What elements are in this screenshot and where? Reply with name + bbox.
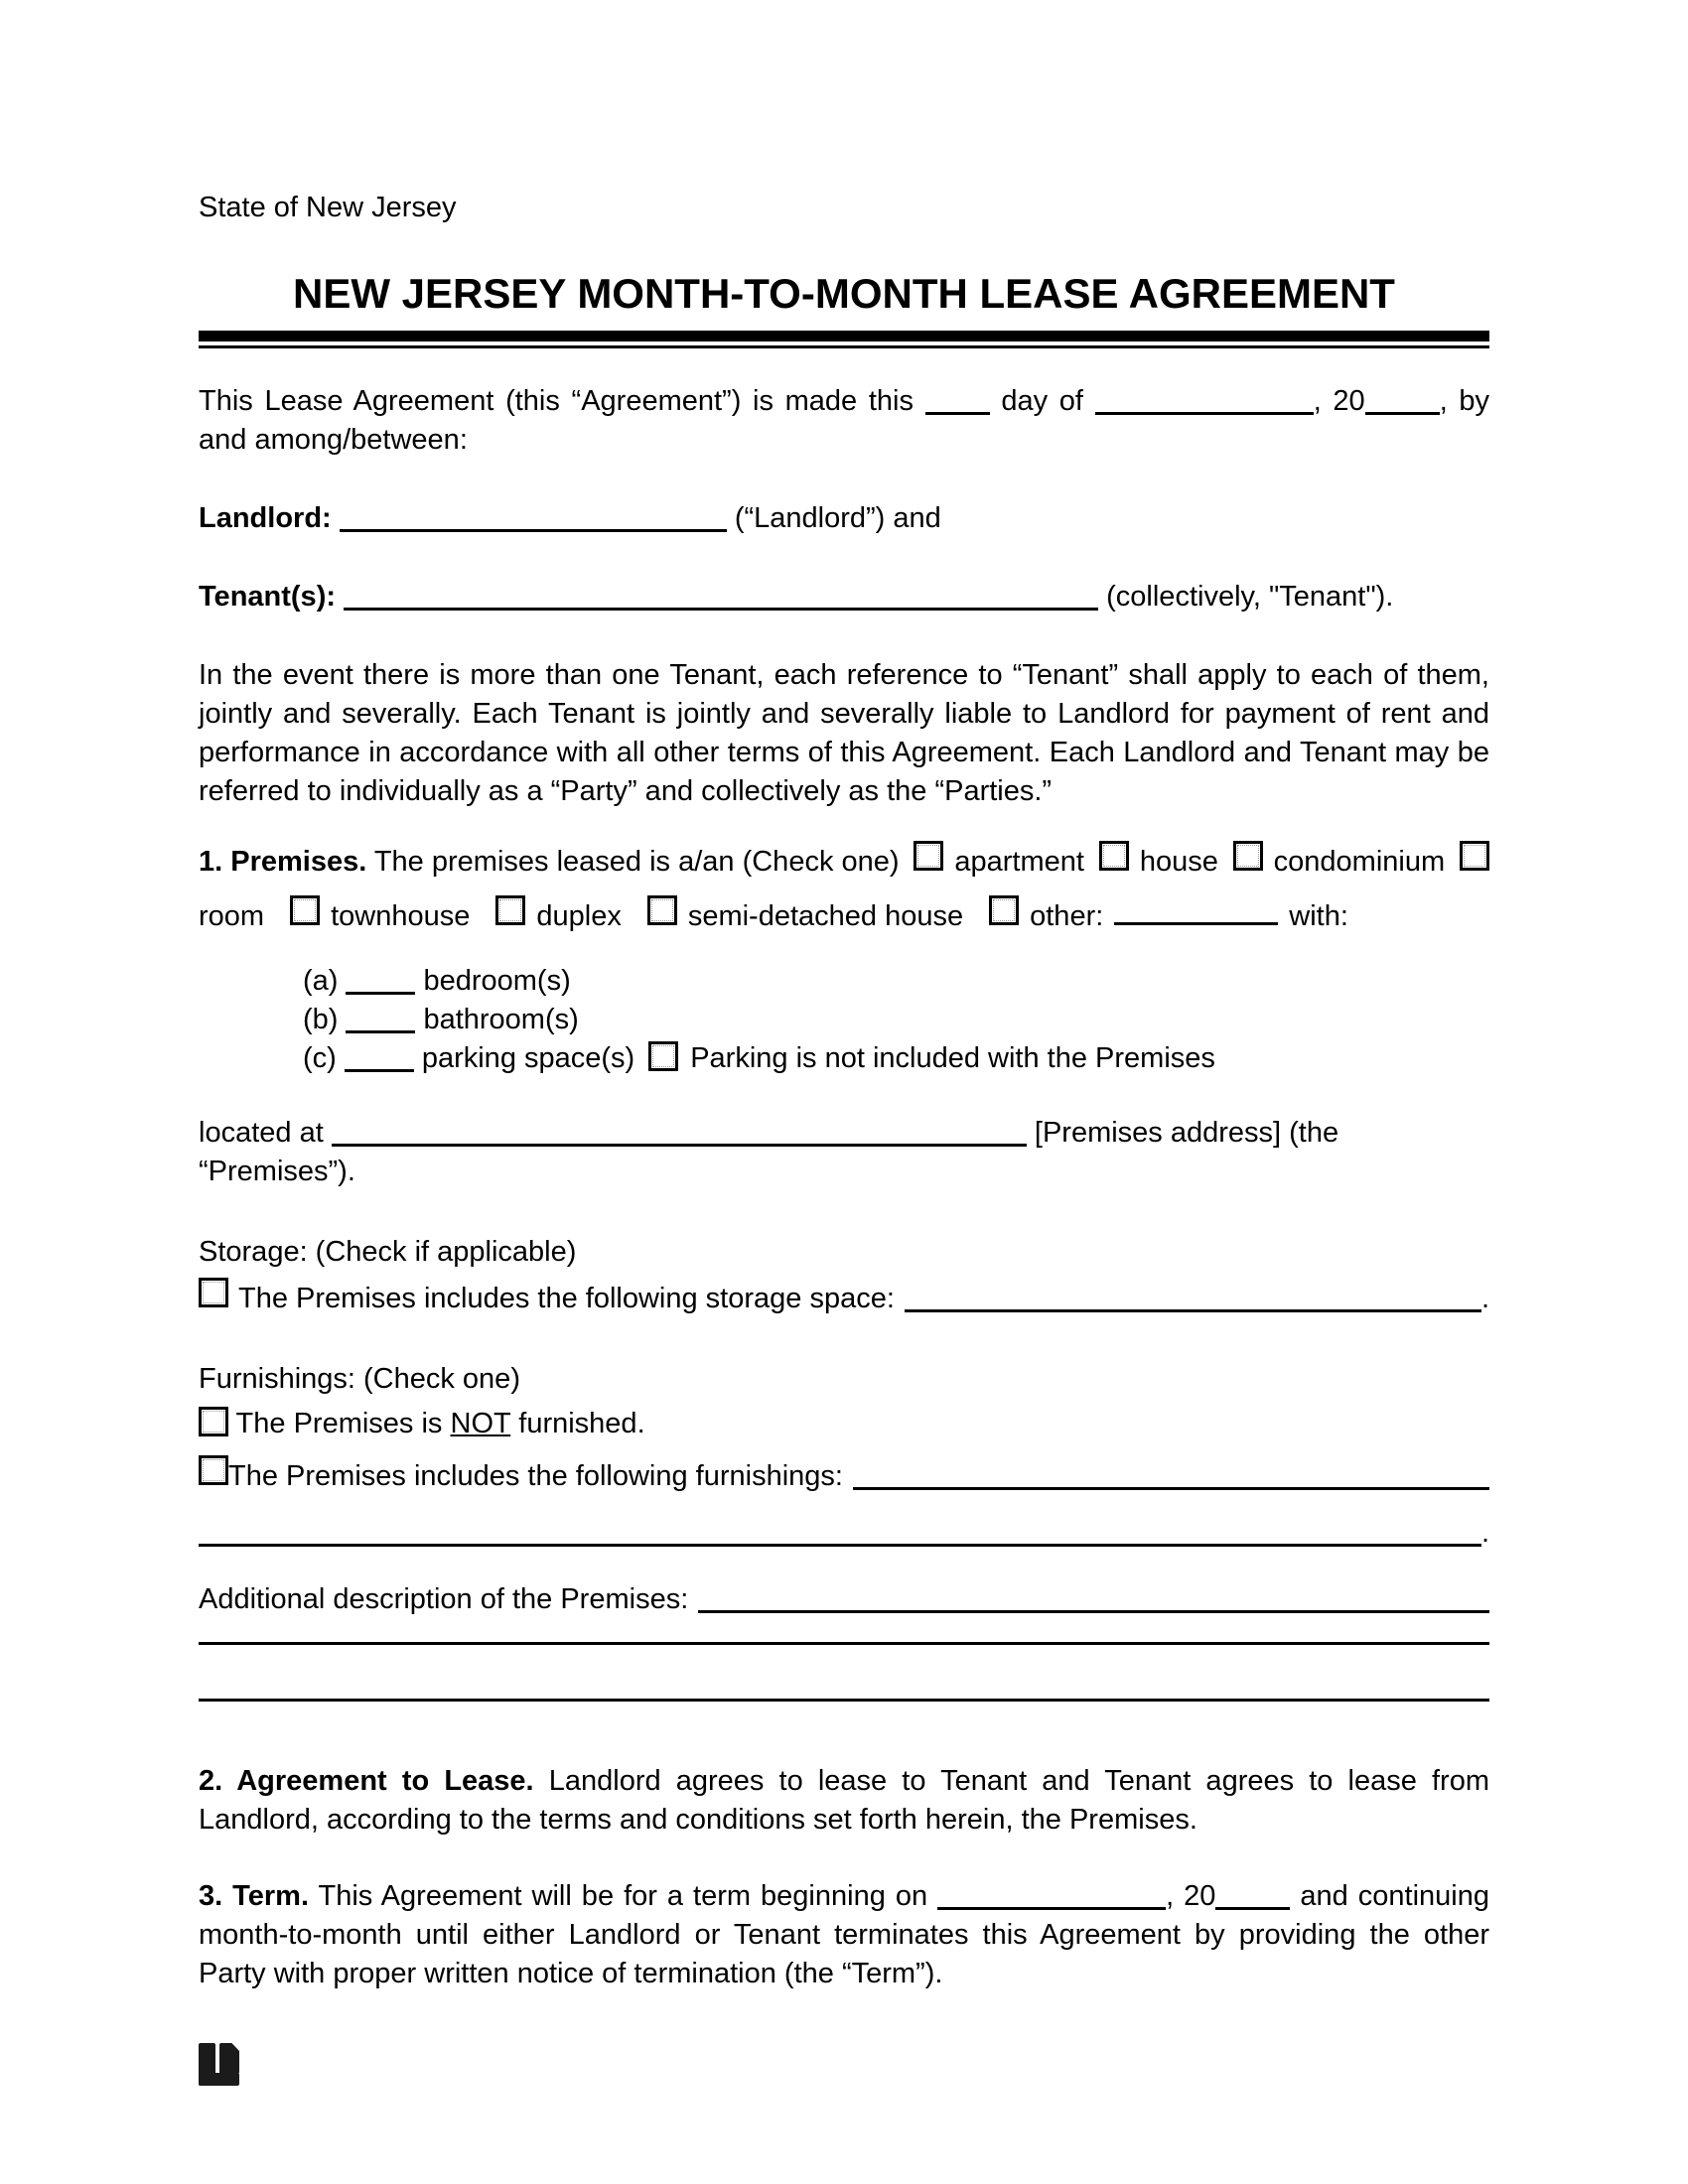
bedrooms-index: (a) [303,965,339,997]
option-townhouse [290,895,470,936]
term-text-3: and continuing month-to-month until either Landlord or Tenant terminates this Agreement by providing the other Party with proper written notice of termination (the “Term”). [199,1880,1490,1989]
checkbox-storage[interactable] [199,1278,228,1307]
agreement-to-lease-paragraph [199,1762,1489,1840]
checkbox-other[interactable] [989,895,1019,925]
additional-description-label: Additional description of the Premises: [199,1583,689,1615]
checkbox-no-parking[interactable] [648,1041,678,1071]
checkbox-semi-detached-house[interactable] [647,895,677,925]
premises-address-field[interactable] [332,1144,1027,1147]
option-condominium-label: condominium [1273,846,1446,878]
premises-lead [199,843,900,882]
no-parking-label: Parking is not included with the Premises [690,1042,1215,1074]
furnished-option-label: The Premises includes the following furnishings: [228,1460,843,1492]
storage-label: Storage: (Check if applicable) [199,1236,577,1268]
additional-description-line3 [199,1694,1489,1732]
landlord-suffix: (“Landlord”) and [734,502,941,534]
bedrooms-row [303,962,1489,1001]
additional-description-section [199,1580,1489,1732]
intro-text-2: day of [1001,385,1083,417]
parking-spaces-field[interactable] [345,1069,414,1072]
storage-period: . [1480,1283,1489,1314]
term-text-2: , 20 [1166,1880,1216,1912]
tenant-line [199,578,1489,616]
furnishings-field-line2[interactable] [199,1544,1481,1547]
checkbox-house[interactable] [1099,841,1129,871]
additional-description-row [199,1580,1489,1619]
checkbox-duplex[interactable] [495,895,525,925]
bathrooms-field[interactable] [346,1030,415,1033]
page-title: NEW JERSEY MONTH-TO-MONTH LEASE AGREEMENT [293,270,1395,317]
intro-text-4: , by and among/between: [199,385,1490,456]
additional-description-line2 [199,1637,1489,1676]
option-apartment-label: apartment [954,846,1084,878]
term-heading: 3. Term. [199,1880,310,1912]
month-blank[interactable] [1095,412,1314,415]
storage-space-field[interactable] [905,1309,1481,1312]
intro-paragraph [199,382,1489,460]
premises-type-row-2 [199,895,1489,950]
landlord-name-field[interactable] [340,529,727,532]
term-start-date-field[interactable] [937,1907,1166,1910]
option-house [1099,841,1218,882]
tenant-names-field[interactable] [344,608,1098,611]
option-condominium [1233,841,1445,882]
intro-text-3: , 20 [1313,385,1365,417]
with-label: with: [1289,900,1348,932]
located-at-suffix: [Premises address] (the “Premises”). [199,1117,1339,1187]
option-apartment [914,841,1084,882]
furnished-row [199,1455,1489,1500]
divider-thin-line [199,345,1489,348]
agreement-to-lease-body: Landlord agrees to lease to Tenant and Tenant agrees to lease from Landlord, according to the terms and conditions set forth herein, the Premises. [199,1765,1489,1836]
option-other [989,895,1348,936]
agreement-to-lease-heading: 2. Agreement to Lease. [199,1765,534,1797]
furnishings-section [199,1360,1489,1553]
bedrooms-field[interactable] [346,992,415,995]
term-start-year-field[interactable] [1215,1907,1290,1910]
furnishings-label: Furnishings: (Check one) [199,1363,520,1395]
option-room-label: room [199,900,265,932]
checkbox-townhouse[interactable] [290,895,320,925]
bathrooms-row [303,1001,1489,1039]
state-label: State of New Jersey [199,192,457,223]
checkbox-condominium[interactable] [1233,841,1263,871]
landlord-line [199,499,1489,538]
furnishings-continuation-row [199,1514,1489,1553]
additional-description-field-line3[interactable] [199,1699,1489,1702]
premises-heading: 1. Premises. [199,846,367,878]
additional-description-field[interactable] [698,1610,1489,1613]
parking-index: (c) [303,1042,337,1074]
premises-section [199,841,1489,1191]
premises-type-row-1 [199,841,1489,895]
option-duplex [495,895,621,936]
storage-option-row [199,1278,1489,1322]
storage-section [199,1233,1489,1322]
not-furnished-row [199,1405,1489,1449]
not-furnished-post: furnished. [518,1408,645,1439]
bathrooms-label: bathroom(s) [423,1004,579,1035]
located-at-line [199,1114,1489,1191]
checkbox-furnished[interactable] [199,1455,228,1485]
located-at-label: located at [199,1117,324,1149]
checkbox-apartment[interactable] [914,841,943,871]
bathrooms-index: (b) [303,1004,339,1035]
option-semi-detached [647,895,963,936]
title-divider [199,331,1489,348]
option-semi-detached-label: semi-detached house [687,900,964,932]
joint-liability-paragraph: In the event there is more than one Tenant, each reference to “Tenant” shall apply to each of them, jointly and severally. Each Tenant is jointly and severally liable to Landlord for payment of rent and performance in accordance with all other terms of this Agreement. Each Landlord and Tenant may be referred to individually as a “Party” and collectively as the “Parties.” [199,659,1489,807]
bedrooms-label: bedroom(s) [423,965,571,997]
option-duplex-label: duplex [536,900,622,932]
option-house-label: house [1139,846,1218,878]
checkbox-room[interactable] [1460,841,1489,871]
intro-text-1: This Lease Agreement (this “Agreement”) is made this [199,385,914,417]
logo-bottom-bar [199,2073,239,2086]
not-word: NOT [450,1408,511,1439]
option-townhouse-label: townhouse [331,900,471,932]
tenant-suffix: (collectively, "Tenant"). [1106,581,1394,613]
parking-row [303,1039,1489,1078]
logo-document-icon [219,2043,239,2074]
term-text-1: This Agreement will be for a term beginning on [318,1880,928,1912]
premises-detail-list [199,962,1489,1078]
day-blank[interactable] [925,412,990,415]
legal-templates-logo [199,2043,239,2086]
additional-description-field-line2[interactable] [199,1642,1489,1645]
parking-label: parking space(s) [421,1042,635,1074]
premises-lead-text: The premises leased is a/an (Check one) [373,846,900,878]
landlord-label: Landlord: [199,502,332,534]
not-furnished-pre: The Premises is [235,1408,443,1439]
furnishings-field[interactable] [853,1487,1489,1490]
other-type-field[interactable] [1114,922,1278,925]
checkbox-not-furnished[interactable] [199,1407,228,1436]
tenant-label: Tenant(s): [199,581,337,613]
year-blank[interactable] [1365,412,1440,415]
term-paragraph [199,1877,1489,1993]
storage-option-label: The Premises includes the following storage space: [238,1283,895,1314]
option-other-label: other: [1030,900,1104,932]
furnishings-period: . [1480,1517,1489,1549]
divider-thick-line [199,331,1489,341]
